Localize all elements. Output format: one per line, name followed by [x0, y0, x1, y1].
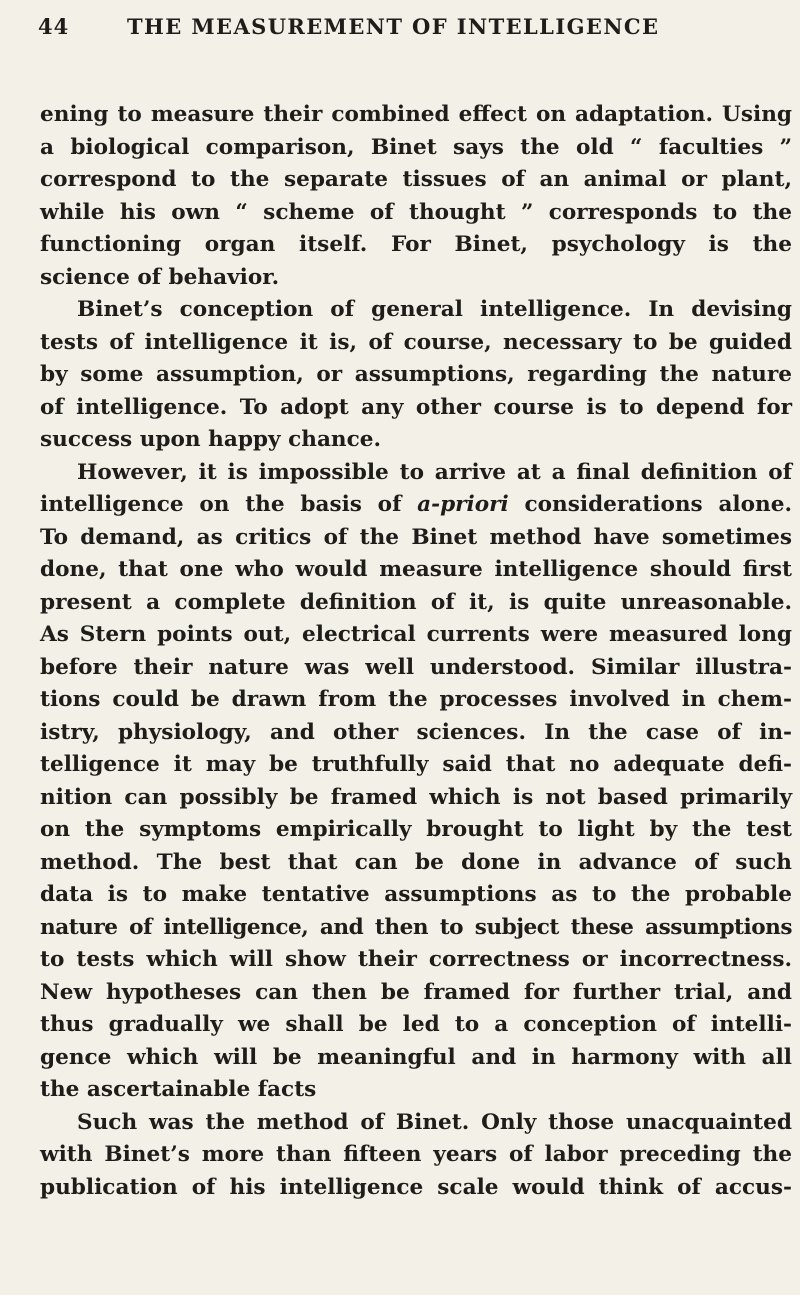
- text-line: tions could be drawn from the processes involved in chem-: [40, 687, 792, 712]
- text-line: present a complete definition of it, is quite unreasonable.: [40, 589, 792, 615]
- text-line: istry, physiology, and other sciences. In the case of in-: [40, 719, 792, 745]
- text-line: while his own “ scheme of thought ” corresponds to the: [40, 199, 792, 225]
- text-line: on the symptoms empirically brought to light by the test: [40, 817, 792, 842]
- page-number: 44: [38, 14, 70, 39]
- text-line: success upon happy chance.: [40, 427, 382, 452]
- text-line: a biological comparison, Binet says the old “ faculties ”: [40, 134, 792, 160]
- text-line: publication of his intelligence scale would think of accus-: [40, 1174, 792, 1200]
- text-line: done, that one who would measure intelligence should first: [40, 557, 792, 582]
- text-line: correspond to the separate tissues of an animal or plant,: [40, 167, 792, 192]
- text-line: to tests which will show their correctness or incorrectness.: [40, 947, 792, 972]
- text-line: gence which will be meaningful and in harmony with all: [40, 1044, 792, 1070]
- text-line: of intelligence. To adopt any other course is to depend for: [40, 394, 792, 420]
- text-line: To demand, as critics of the Binet method have sometimes: [40, 524, 792, 550]
- text-line: science of behavior.: [40, 264, 280, 290]
- text-line: As Stern points out, electrical currents were measured long: [40, 622, 792, 647]
- text-line: nature of intelligence, and then to subject these assumptions: [40, 914, 792, 940]
- text-line: ening to measure their combined effect on adaptation. Using: [40, 102, 792, 127]
- text-line: Binet’s conception of general intelligence. In devising: [77, 297, 792, 322]
- text-line: the ascertainable facts: [40, 1077, 317, 1102]
- text-line: data is to make tentative assumptions as to the probable: [40, 882, 792, 907]
- text-line: intelligence on the basis of a-priori considerations alone.: [40, 492, 792, 517]
- text-line: functioning organ itself. For Binet, psychology is the: [40, 232, 792, 257]
- text-line: method. The best that can be done in advance of such: [40, 849, 792, 875]
- body-text: [40, 99, 792, 1204]
- text-line: New hypotheses can then be framed for further trial, and: [40, 979, 792, 1005]
- text-line: However, it is impossible to arrive at a final definition of: [77, 459, 792, 485]
- text-line: before their nature was well understood. Similar illustra-: [40, 654, 792, 680]
- text-line: telligence it may be truthfully said that no adequate defi-: [40, 752, 792, 777]
- text-line: Such was the method of Binet. Only those unacquainted: [77, 1109, 792, 1135]
- text-line: with Binet’s more than fifteen years of labor preceding the: [40, 1142, 792, 1167]
- text-line: tests of intelligence it is, of course, necessary to be guided: [40, 329, 792, 355]
- text-line: by some assumption, or assumptions, regarding the nature: [40, 362, 792, 387]
- running-header: [38, 14, 798, 48]
- text-line: thus gradually we shall be led to a conception of intelli-: [40, 1012, 792, 1037]
- running-title: THE MEASUREMENT OF INTELLIGENCE: [127, 14, 660, 39]
- text-line: nition can possibly be framed which is not based primarily: [40, 784, 792, 810]
